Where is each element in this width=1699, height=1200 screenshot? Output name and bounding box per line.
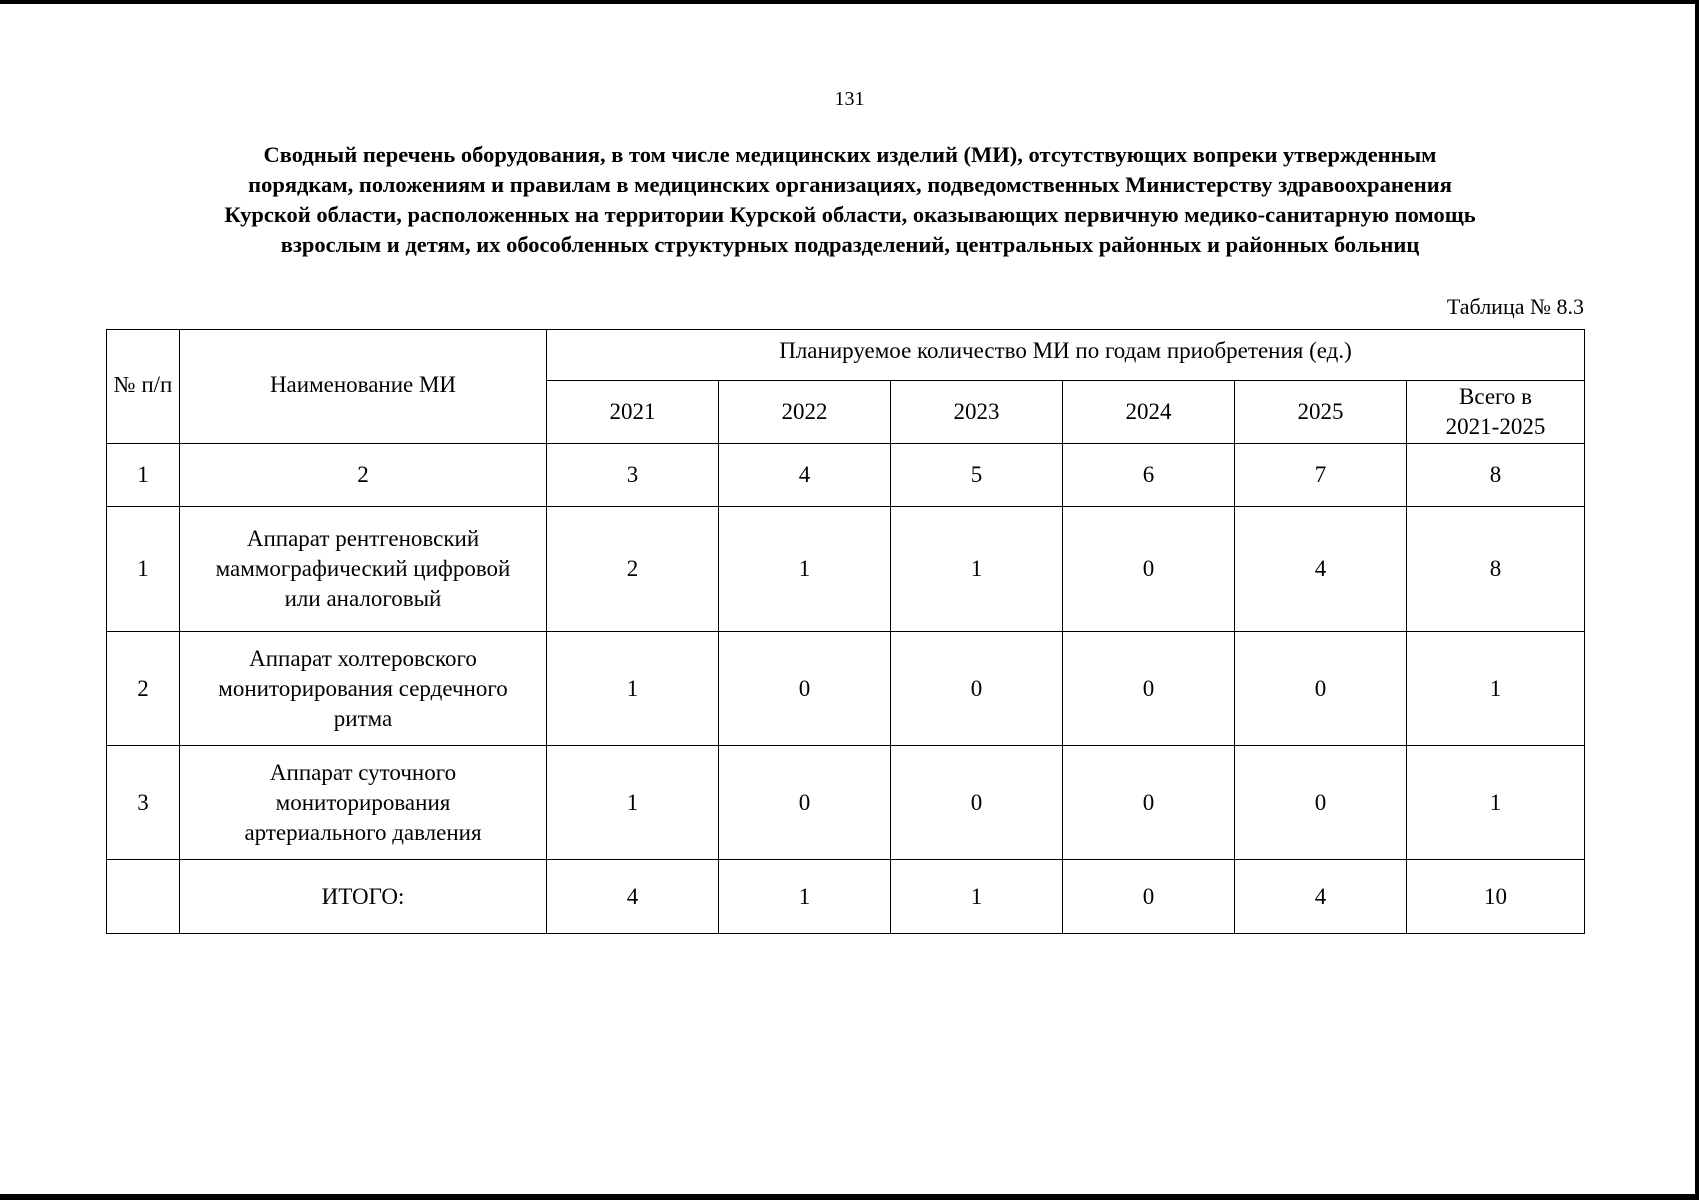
totals-value: 0 — [1063, 860, 1235, 934]
table-row — [107, 632, 1585, 746]
row-name-line: ритма — [333, 705, 393, 731]
column-number: 4 — [719, 444, 891, 507]
title-line: порядкам, положениям и правилам в медицинских организациях, подведомственных Министерству здравоохранения — [248, 172, 1452, 197]
row-name — [180, 632, 547, 746]
row-value: 0 — [719, 746, 891, 860]
table-row — [107, 507, 1585, 632]
document-title — [100, 140, 1600, 260]
header-year: 2024 — [1063, 381, 1235, 444]
title-line: Сводный перечень оборудования, в том числе медицинских изделий (МИ), отсутствующих вопреки утвержденным — [263, 142, 1437, 167]
column-number: 6 — [1063, 444, 1235, 507]
row-num: 2 — [107, 632, 180, 746]
scan-border-right — [1695, 0, 1699, 1200]
equipment-table — [106, 329, 1585, 934]
totals-total: 10 — [1407, 860, 1585, 934]
header-year: 2021 — [547, 381, 719, 444]
header-name: Наименование МИ — [180, 330, 547, 444]
row-name-line: Аппарат холтеровского — [249, 645, 477, 671]
column-number: 8 — [1407, 444, 1585, 507]
row-name-line: или аналоговый — [284, 586, 442, 611]
row-name — [180, 507, 547, 632]
totals-value: 1 — [719, 860, 891, 934]
row-value: 1 — [547, 746, 719, 860]
row-total: 1 — [1407, 632, 1585, 746]
row-value: 0 — [719, 632, 891, 746]
header-planned: Планируемое количество МИ по годам приобретения (ед.) — [547, 330, 1585, 381]
column-number: 5 — [891, 444, 1063, 507]
row-total: 1 — [1407, 746, 1585, 860]
totals-num-empty — [107, 860, 180, 934]
header-year: 2023 — [891, 381, 1063, 444]
column-number-row — [107, 444, 1585, 507]
row-name-line: мониторирования сердечного — [218, 675, 508, 701]
row-value: 1 — [719, 507, 891, 632]
header-num: № п/п — [107, 330, 180, 444]
header-row — [107, 330, 1585, 381]
row-value: 0 — [1063, 632, 1235, 746]
row-num: 1 — [107, 507, 180, 632]
header-total-line: 2021-2025 — [1445, 414, 1546, 439]
row-num: 3 — [107, 746, 180, 860]
totals-row — [107, 860, 1585, 934]
title-line: взрослым и детям, их обособленных структурных подразделений, центральных районных и районных больниц — [280, 232, 1420, 257]
title-line: Курской области, расположенных на территории Курской области, оказывающих первичную медико-санитарную помощь — [224, 202, 1476, 227]
scan-border-bottom — [0, 1194, 1699, 1200]
header-year: 2025 — [1235, 381, 1407, 444]
row-name-line: Аппарат рентгеновский — [246, 526, 480, 551]
totals-value: 4 — [547, 860, 719, 934]
page-number: 131 — [834, 88, 865, 110]
column-number: 1 — [107, 444, 180, 507]
table-label: Таблица № 8.3 — [1446, 294, 1584, 319]
row-value: 0 — [891, 632, 1063, 746]
row-name-line: маммографический цифровой — [215, 556, 511, 581]
row-name — [180, 746, 547, 860]
row-value: 0 — [1063, 746, 1235, 860]
header-year: 2022 — [719, 381, 891, 444]
table-row — [107, 746, 1585, 860]
row-name-line: Аппарат суточного — [269, 759, 457, 785]
row-value: 0 — [891, 746, 1063, 860]
row-name-line: мониторирования — [275, 789, 451, 815]
row-value: 1 — [547, 632, 719, 746]
row-value: 2 — [547, 507, 719, 632]
column-number: 7 — [1235, 444, 1407, 507]
scan-border-top — [0, 0, 1699, 4]
row-total: 8 — [1407, 507, 1585, 632]
column-number: 3 — [547, 444, 719, 507]
row-name-line: артериального давления — [244, 819, 482, 845]
column-number: 2 — [180, 444, 547, 507]
row-value: 0 — [1235, 746, 1407, 860]
header-total — [1407, 381, 1585, 444]
row-value: 0 — [1063, 507, 1235, 632]
row-value: 4 — [1235, 507, 1407, 632]
header-total-line: Всего в — [1458, 384, 1532, 409]
row-value: 0 — [1235, 632, 1407, 746]
totals-value: 4 — [1235, 860, 1407, 934]
row-value: 1 — [891, 507, 1063, 632]
totals-label: ИТОГО: — [180, 860, 547, 934]
totals-value: 1 — [891, 860, 1063, 934]
